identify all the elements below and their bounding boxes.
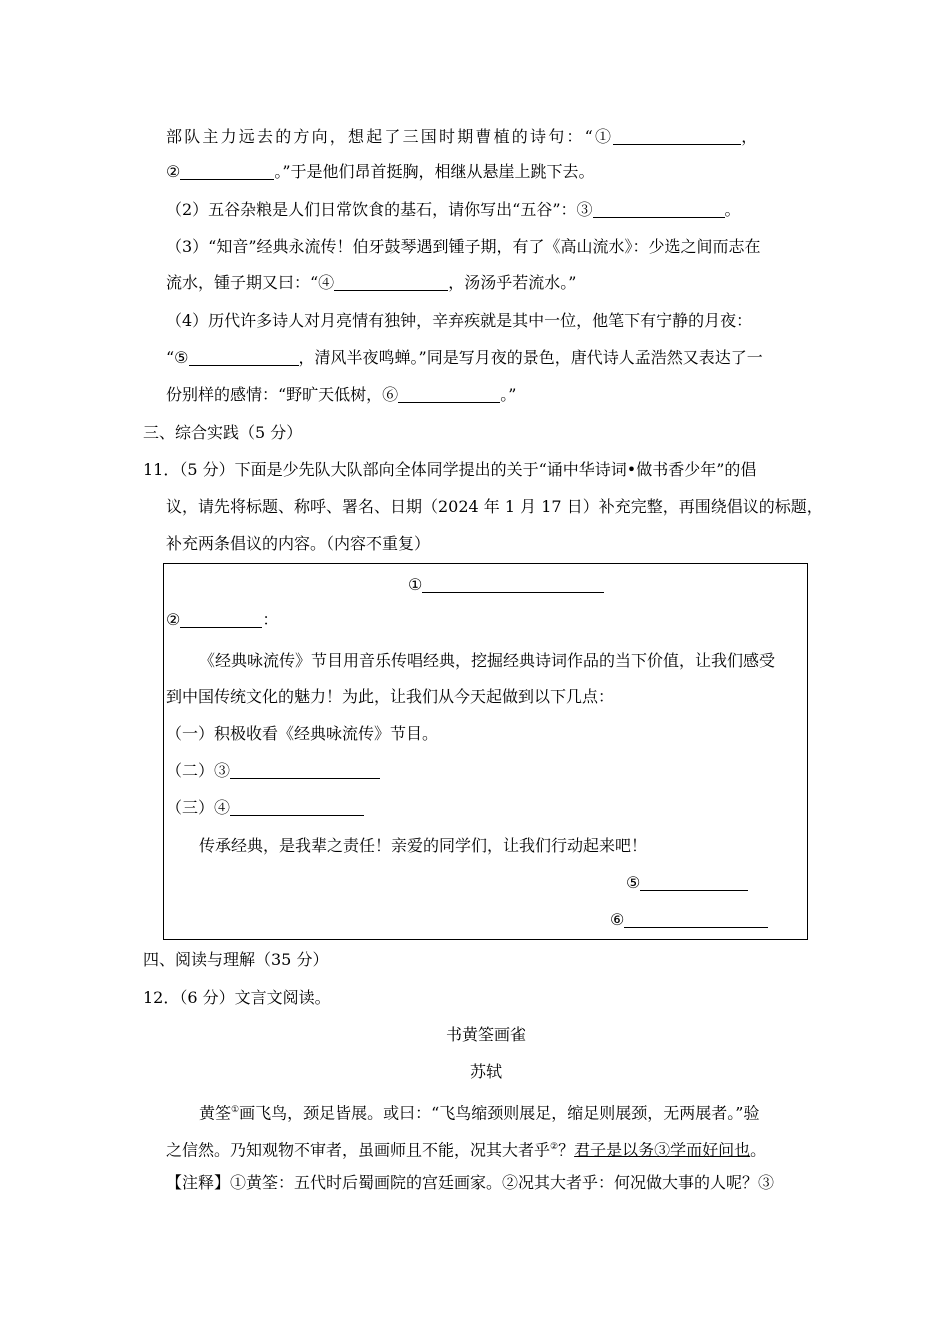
proposal-body-line2: 到中国传统文化的魅力！为此，让我们从今天起做到以下几点： <box>166 687 615 706</box>
q11-line2: 议，请先将标题、称呼、署名、日期（2024 年 1 月 17 日）补充完整，再围绕倡议的标题， <box>166 497 823 516</box>
note-ref-2: ② <box>550 1142 559 1152</box>
q11-line3: 补充两条倡议的内容。（内容不重复） <box>166 534 431 553</box>
q10-sub4-line1: （4）历代许多诗人对月亮情有独钟，辛弃疾就是其中一位，他笔下有宁静的月夜： <box>166 311 753 330</box>
answer-blank-4[interactable] <box>334 274 448 291</box>
answer-blank-6[interactable] <box>398 386 500 403</box>
answer-blank-3[interactable] <box>593 201 725 218</box>
proposal-signature-blank[interactable] <box>640 874 748 891</box>
proposal-salutation-line: ② ： <box>166 610 279 629</box>
passage-line1: 黄筌①画飞鸟，颈足皆展。或曰：“飞鸟缩颈则展足，缩足则展颈，无两展者。”验 <box>199 1103 760 1123</box>
passage-notes: 【注释】①黄筌：五代时后蜀画院的宫廷画家。②况其大者乎：何况做大事的人呢？③ <box>166 1173 775 1192</box>
passage-title: 书黄筌画雀 <box>445 1025 526 1044</box>
q10-sub4-line3: 份别样的感情：“野旷天低树，⑥ 。” <box>166 385 517 404</box>
q10-sub3-line1: （3）“知音”经典永流传！伯牙鼓琴遇到锺子期，有了《高山流水》：少选之间而志在 <box>166 237 761 256</box>
answer-blank-1[interactable] <box>613 128 741 145</box>
passage-author: 苏轼 <box>469 1062 502 1081</box>
q10-sub2: （2）五谷杂粮是人们日常饮食的基石，请你写出“五谷”：③ 。 <box>166 200 741 219</box>
q10-sub4-line2: “⑤ ，清风半夜鸣蝉。”同是写月夜的景色，唐代诗人孟浩然又表达了一 <box>166 348 763 367</box>
proposal-item3-blank[interactable] <box>230 799 364 816</box>
proposal-body-line1: 《经典咏流传》节目用音乐传唱经典，挖掘经典诗词作品的当下价值，让我们感受 <box>199 651 776 670</box>
q12-heading: 12．（6 分）文言文阅读。 <box>143 988 331 1007</box>
section3-heading: 三、综合实践（5 分） <box>143 423 303 442</box>
proposal-signature-line: ⑤ <box>626 873 748 893</box>
proposal-closing: 传承经典，是我辈之责任！亲爱的同学们，让我们行动起来吧！ <box>199 836 648 855</box>
underlined-sentence: 君子是以务③学而好问也 <box>574 1140 751 1160</box>
section4-heading: 四、阅读与理解（35 分） <box>143 950 329 969</box>
proposal-salutation-blank[interactable] <box>180 611 262 628</box>
proposal-date-blank[interactable] <box>624 911 768 928</box>
answer-blank-5[interactable] <box>189 349 299 366</box>
q10-line1: 部队主力远去的方向，想起了三国时期曹植的诗句：“① ， <box>166 127 760 146</box>
proposal-item3: （三）④ <box>166 798 364 818</box>
proposal-item2-blank[interactable] <box>230 762 380 779</box>
proposal-item1: （一）积极收看《经典咏流传》节目。 <box>166 724 439 743</box>
q10-line2: ② 。”于是他们昂首挺胸，相继从悬崖上跳下去。 <box>166 162 595 181</box>
answer-blank-2[interactable] <box>180 163 274 180</box>
proposal-title-line: ① <box>408 575 604 595</box>
proposal-date-line: ⑥ <box>610 910 768 930</box>
q10-sub3-line2: 流水，锺子期又曰：“④ ，汤汤乎若流水。” <box>166 273 577 292</box>
passage-line2: 之信然。乃知观物不审者，虽画师且不能，况其大者乎②？君子是以务③学而好问也。 <box>166 1140 767 1160</box>
note-ref-1: ① <box>231 1105 240 1115</box>
proposal-title-blank[interactable] <box>422 576 604 593</box>
proposal-item2: （二）③ <box>166 761 380 781</box>
q11-line1: 11．（5 分）下面是少先队大队部向全体同学提出的关于“诵中华诗词•做书香少年”的倡 <box>143 460 757 479</box>
